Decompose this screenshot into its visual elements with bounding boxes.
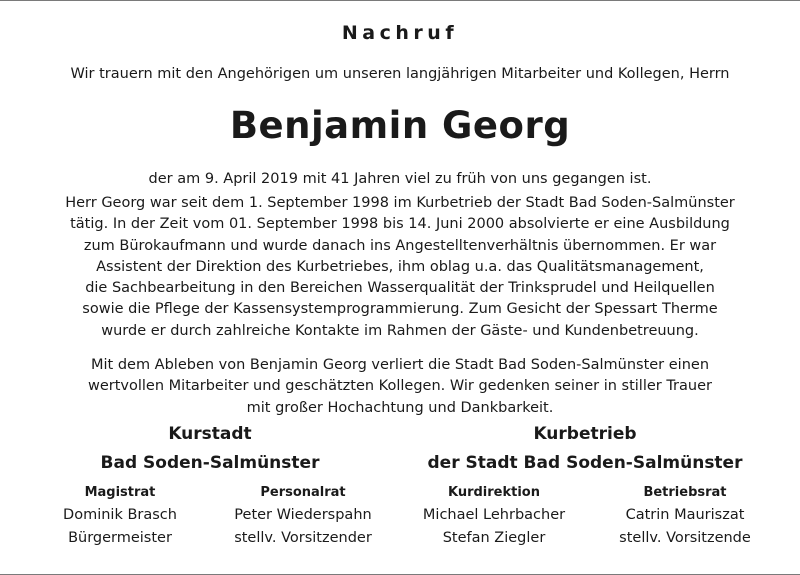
signatory-title: Bürgermeister: [68, 530, 172, 546]
deceased-name: Benjamin Georg: [229, 104, 571, 147]
date-line: der am 9. April 2019 mit 41 Jahren viel zu früh von uns gegangen ist.: [148, 171, 652, 187]
organization-line: Kurstadt: [168, 424, 252, 444]
signatory-kurdirektion: [404, 482, 584, 550]
signatory-personalrat: [218, 482, 388, 550]
paragraph-line: tätig. In der Zeit vom 01. September 1998 bis 14. Juni 2000 absolvierte er eine Ausbildung: [70, 216, 730, 233]
organization-line: der Stadt Bad Soden-Salmünster: [427, 453, 743, 473]
signatory-role: Kurdirektion: [447, 485, 540, 500]
organization-kurstadt: [60, 420, 360, 478]
organization-line: Bad Soden-Salmünster: [100, 453, 320, 473]
signatory-name: Michael Lehrbacher: [422, 507, 566, 523]
intro-line: Wir trauern mit den Angehörigen um unseren langjährigen Mitarbeiter und Kollegen, Herrn: [70, 66, 730, 82]
signatory-role: Personalrat: [260, 485, 346, 500]
paragraph-line: die Sachbearbeitung in den Bereichen Wasserqualität der Trinksprudel und Heilquellen: [85, 280, 715, 297]
top-border: [0, 0, 800, 1]
tribute-paragraph: [0, 355, 800, 419]
signatory-title: stellv. Vorsitzender: [234, 530, 372, 546]
paragraph-line: sowie die Pflege der Kassensystemprogrammierung. Zum Gesicht der Spessart Therme: [82, 301, 718, 318]
paragraph-line: Herr Georg war seit dem 1. September 1998 im Kurbetrieb der Stadt Bad Soden-Salmünster: [65, 195, 735, 211]
organization-line: Kurbetrieb: [533, 424, 637, 444]
signatory-role: Magistrat: [84, 485, 156, 500]
notice-heading: Nachruf: [341, 22, 459, 44]
paragraph-line: Mit dem Ableben von Benjamin Georg verliert die Stadt Bad Soden-Salmünster einen: [90, 357, 710, 373]
paragraph-line: wurde er durch zahlreiche Kontakte im Rahmen der Gäste- und Kundenbetreuung.: [101, 322, 699, 339]
organization-kurbetrieb: [405, 420, 765, 478]
biography-paragraph: [0, 193, 800, 342]
paragraph-line: Assistent der Direktion des Kurbetriebes, ihm oblag u.a. das Qualitätsmanagement,: [96, 258, 704, 275]
paragraph-line: zum Bürokaufmann und wurde danach ins Angestelltenverhältnis übernommen. Er war: [83, 237, 717, 254]
signatory-title: Stefan Ziegler: [442, 530, 546, 546]
signatory-magistrat: [40, 482, 200, 550]
signatory-role: Betriebsrat: [643, 485, 727, 500]
signatory-name: Dominik Brasch: [63, 507, 177, 523]
signatory-name: Peter Wiederspahn: [234, 507, 372, 523]
signatory-name: Catrin Mauriszat: [625, 507, 745, 523]
signatory-title: stellv. Vorsitzende: [619, 530, 751, 546]
paragraph-line: mit großer Hochachtung und Dankbarkeit.: [246, 399, 554, 416]
signatory-betriebsrat: [600, 482, 770, 550]
paragraph-line: wertvollen Mitarbeiter und geschätzten Kollegen. Wir gedenken seiner in stiller Trauer: [88, 378, 712, 395]
